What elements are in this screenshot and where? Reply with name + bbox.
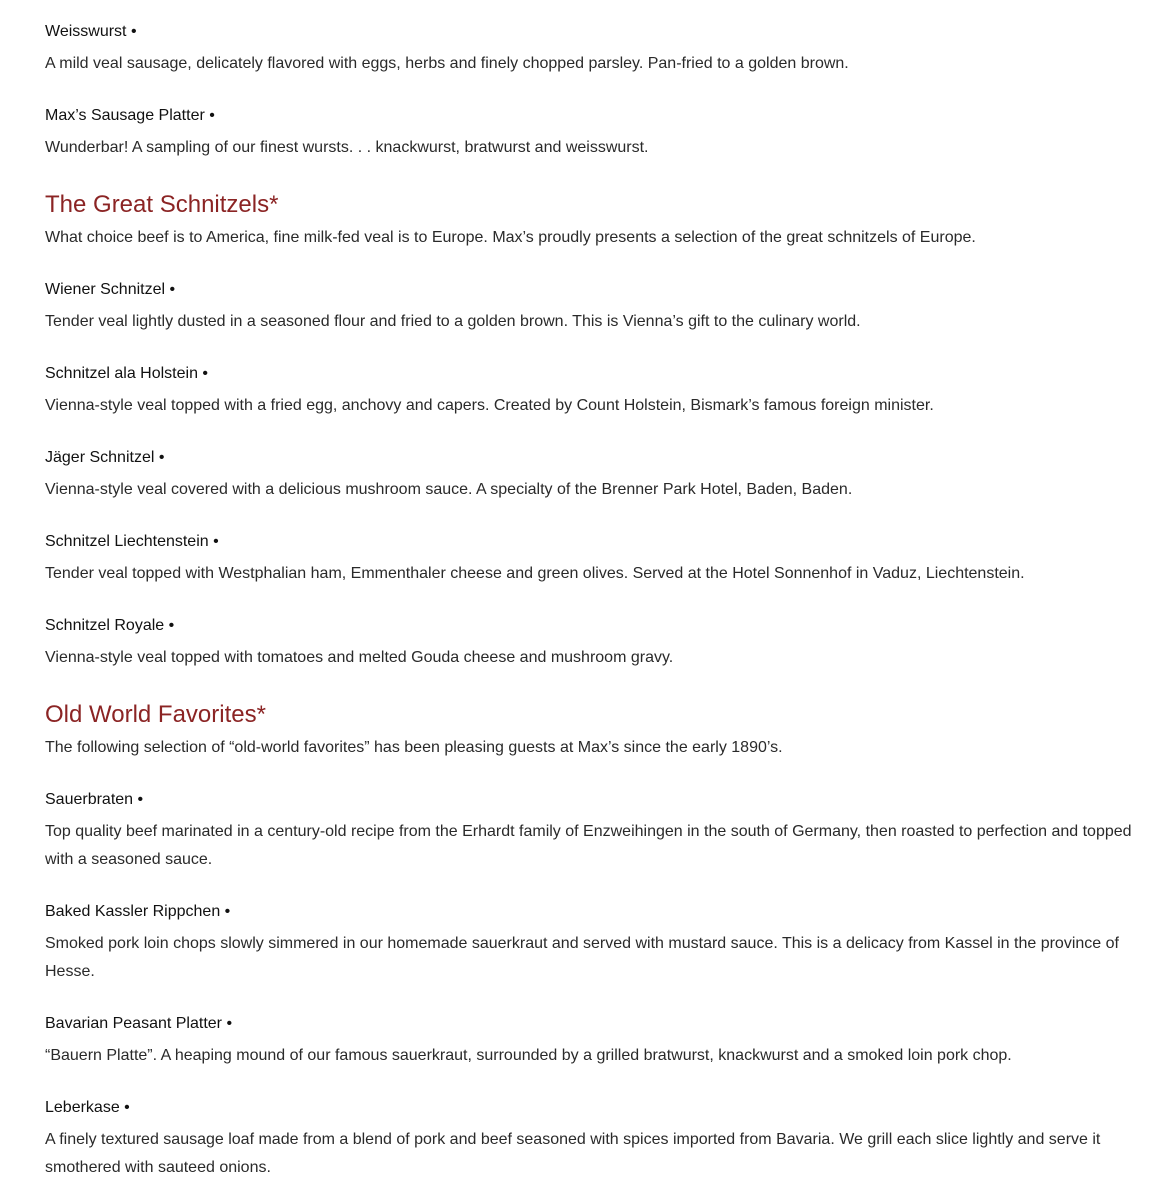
menu-item-name: Sauerbraten • <box>45 791 144 808</box>
menu-item-description: Vienna-style veal covered with a delicious mushroom sauce. A specialty of the Brenner Park Hotel, Baden, Baden. <box>45 481 853 498</box>
menu-item-description: “Bauern Platte”. A heaping mound of our famous sauerkraut, surrounded by a grilled bratwurst, knackwurst and a smoked loin pork chop. <box>45 1047 1012 1064</box>
menu-item-kassler-rippchen <box>45 902 1150 986</box>
menu-item-name: Wiener Schnitzel • <box>45 281 176 298</box>
menu-item-schnitzel-liechtenstein <box>45 532 1150 588</box>
menu-item-description: Wunderbar! A sampling of our finest wursts. . . knackwurst, bratwurst and weisswurst. <box>45 139 649 156</box>
menu-item-name: Jäger Schnitzel • <box>45 449 165 466</box>
menu-item-name: Schnitzel Liechtenstein • <box>45 533 219 550</box>
menu-item-name: Leberkase • <box>45 1099 130 1116</box>
menu-item-wiener-schnitzel <box>45 280 1150 336</box>
menu-item-description: Vienna-style veal topped with a fried egg, anchovy and capers. Created by Count Holstein, Bismark’s famous foreign minister. <box>45 397 934 414</box>
menu-item-description: A finely textured sausage loaf made from a blend of pork and beef seasoned with spices imported from Bavaria. We grill each slice lightly and serve it smothered with sauteed onions. <box>45 1131 1101 1176</box>
menu-item-name: Schnitzel Royale • <box>45 617 175 634</box>
section-intro: The following selection of “old-world favorites” has been pleasing guests at Max’s since the early 1890’s. <box>45 739 783 756</box>
menu-item-description: Vienna-style veal topped with tomatoes and melted Gouda cheese and mushroom gravy. <box>45 649 674 666</box>
menu-item-weisswurst <box>45 22 1150 78</box>
menu-item-sausage-platter <box>45 106 1150 162</box>
menu-content <box>45 22 1150 1183</box>
menu-item-name: Max’s Sausage Platter • <box>45 107 215 124</box>
section-old-world-favorites <box>45 700 1150 1182</box>
section-title: Old World Favorites* <box>45 701 266 728</box>
menu-item-name: Weisswurst • <box>45 23 137 40</box>
section-intro: What choice beef is to America, fine milk-fed veal is to Europe. Max’s proudly presents a selection of the great schnitzels of Europe. <box>45 229 976 246</box>
menu-item-description: Smoked pork loin chops slowly simmered in our homemade sauerkraut and served with mustard sauce. This is a delicacy from Kassel in the province of Hesse. <box>45 935 1119 980</box>
section-title: The Great Schnitzels* <box>45 191 279 218</box>
menu-item-description: Tender veal lightly dusted in a seasoned flour and fried to a golden brown. This is Vienna’s gift to the culinary world. <box>45 313 861 330</box>
menu-item-description: Tender veal topped with Westphalian ham, Emmenthaler cheese and green olives. Served at the Hotel Sonnenhof in Vaduz, Liechtenstein. <box>45 565 1025 582</box>
section-schnitzels <box>45 190 1150 672</box>
menu-item-description: Top quality beef marinated in a century-old recipe from the Erhardt family of Enzweihingen in the south of Germany, then roasted to perfection and topped with a seasoned sauce. <box>45 823 1132 868</box>
menu-item-name: Schnitzel ala Holstein • <box>45 365 209 382</box>
menu-item-name: Baked Kassler Rippchen • <box>45 903 231 920</box>
menu-item-sauerbraten <box>45 790 1150 874</box>
menu-item-schnitzel-holstein <box>45 364 1150 420</box>
menu-item-leberkase <box>45 1098 1150 1182</box>
menu-item-description: A mild veal sausage, delicately flavored with eggs, herbs and finely chopped parsley. Pan-fried to a golden brown. <box>45 55 849 72</box>
menu-item-schnitzel-royale <box>45 616 1150 672</box>
menu-item-bavarian-peasant-platter <box>45 1014 1150 1070</box>
menu-item-name: Bavarian Peasant Platter • <box>45 1015 233 1032</box>
menu-item-jager-schnitzel <box>45 448 1150 504</box>
